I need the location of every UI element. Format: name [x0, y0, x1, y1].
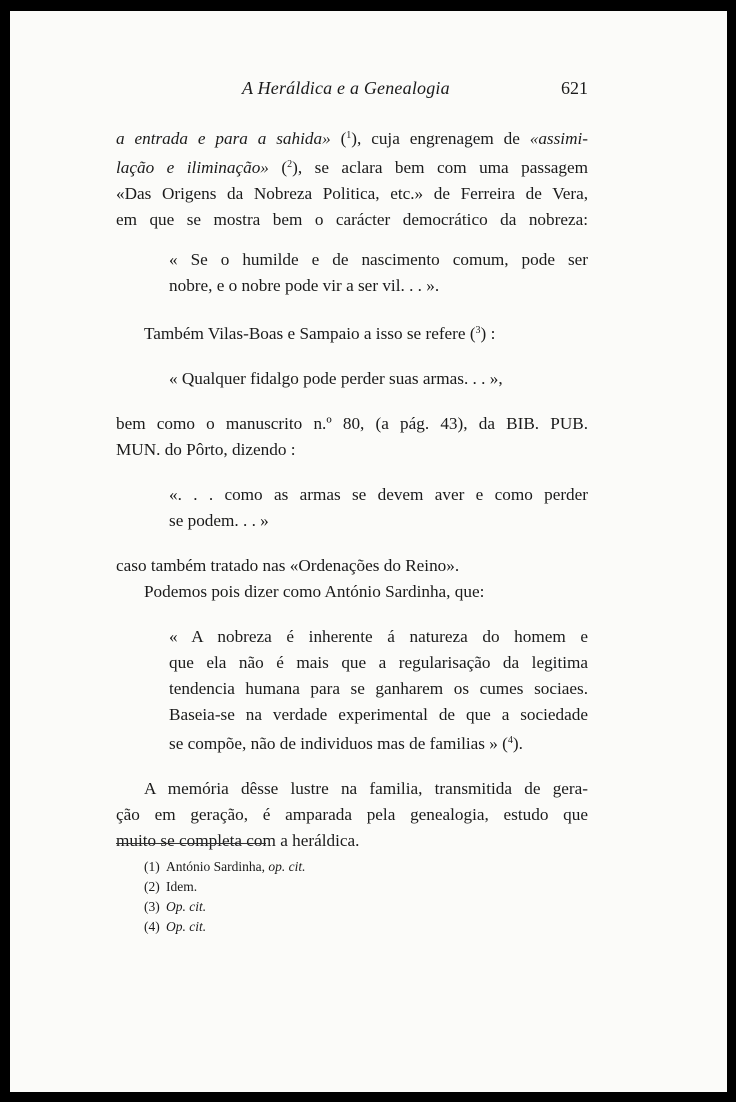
block-quote-1	[169, 247, 588, 299]
text-line: A memória dêsse lustre na familia, transmitida de gera-	[144, 779, 588, 798]
text-line: nobre, e o nobre pode vir a ser vil. . . ».	[169, 276, 440, 295]
footnote-ref: 1	[346, 130, 352, 141]
paragraph-3	[116, 411, 588, 463]
text-fragment: Também Vilas-Boas e Sampaio a isso se refere (	[144, 324, 476, 343]
text-line: que ela não é mais que a regularisação da legitima	[169, 653, 588, 672]
running-title: A Heráldica e a Genealogia	[242, 78, 450, 98]
text-line: « Se o humilde e de nascimento comum, pode ser	[169, 250, 588, 269]
text-fragment: (	[268, 158, 288, 177]
text-fragment: ), se aclara bem com uma passagem	[292, 158, 588, 177]
text-line: Podemos pois dizer como António Sardinha, que:	[144, 582, 485, 601]
page-number: 621	[561, 78, 588, 98]
text-line: se podem. . . »	[169, 511, 269, 530]
text-line: bem como o manuscrito n.º 80, (a pág. 43), da BIB. PUB.	[116, 414, 588, 433]
text-line: ção em geração, é amparada pela genealogia, estudo que	[116, 805, 588, 824]
footnote-citation: Op. cit.	[166, 899, 207, 914]
block-quote-3	[169, 482, 588, 534]
italic-phrase: lação e iliminação»	[116, 158, 269, 177]
paragraph-1	[116, 123, 588, 233]
text-fragment: se compõe, não de individuos mas de familias » (	[169, 734, 508, 753]
text-fragment: ), cuja engrenagem de	[351, 129, 530, 148]
footnote	[144, 917, 306, 937]
paragraph-2	[116, 318, 588, 347]
footnote-divider	[116, 843, 266, 844]
body-text	[116, 123, 588, 854]
text-line: « Qualquer fidalgo pode perder suas armas. . . »,	[169, 369, 503, 388]
footnote-mark: (1)	[144, 859, 160, 874]
italic-phrase: a entrada e para a sahida»	[116, 129, 331, 148]
block-quote-2	[169, 366, 588, 392]
footnotes	[144, 857, 306, 937]
text-fragment: ).	[512, 734, 523, 753]
text-line: caso também tratado nas «Ordenações do Reino».	[116, 556, 460, 575]
footnote-citation: op. cit.	[268, 859, 306, 874]
text-line	[169, 728, 588, 757]
footnote-citation: Op. cit.	[166, 919, 207, 934]
footnote	[144, 897, 306, 917]
footnote-mark: (3)	[144, 899, 160, 914]
text-line	[116, 123, 588, 152]
footnote-text: Idem.	[166, 879, 198, 894]
book-page	[10, 11, 727, 1092]
text-line: em que se mostra bem o carácter democrático da nobreza:	[116, 210, 588, 229]
footnote-ref: 3	[475, 325, 481, 336]
text-line	[116, 152, 588, 181]
paragraph-4	[116, 553, 588, 605]
text-fragment: (	[330, 129, 347, 148]
footnote	[144, 877, 306, 897]
text-line: « A nobreza é inherente á natureza do homem e	[169, 627, 588, 646]
footnote-ref: 2	[287, 159, 293, 170]
footnote-ref: 4	[507, 735, 513, 746]
text-line: Baseia-se na verdade experimental de que a sociedade	[169, 705, 588, 724]
text-line: «Das Origens da Nobreza Politica, etc.» de Ferreira de Vera,	[116, 184, 588, 203]
footnote-mark: (2)	[144, 879, 160, 894]
text-line: tendencia humana para se ganharem os cumes sociaes.	[169, 679, 588, 698]
block-quote-4	[169, 624, 588, 757]
text-line: muito se completa com a heráldica.	[116, 831, 360, 850]
footnote-mark: (4)	[144, 919, 160, 934]
text-fragment: ) :	[480, 324, 496, 343]
text-line: «. . . como as armas se devem aver e como perder	[169, 485, 588, 504]
footnote-text: António Sardinha,	[166, 859, 269, 874]
footnote	[144, 857, 306, 877]
text-line: MUN. do Pôrto, dizendo :	[116, 440, 296, 459]
page-header	[10, 78, 727, 104]
italic-phrase: «assimi-	[529, 129, 588, 148]
